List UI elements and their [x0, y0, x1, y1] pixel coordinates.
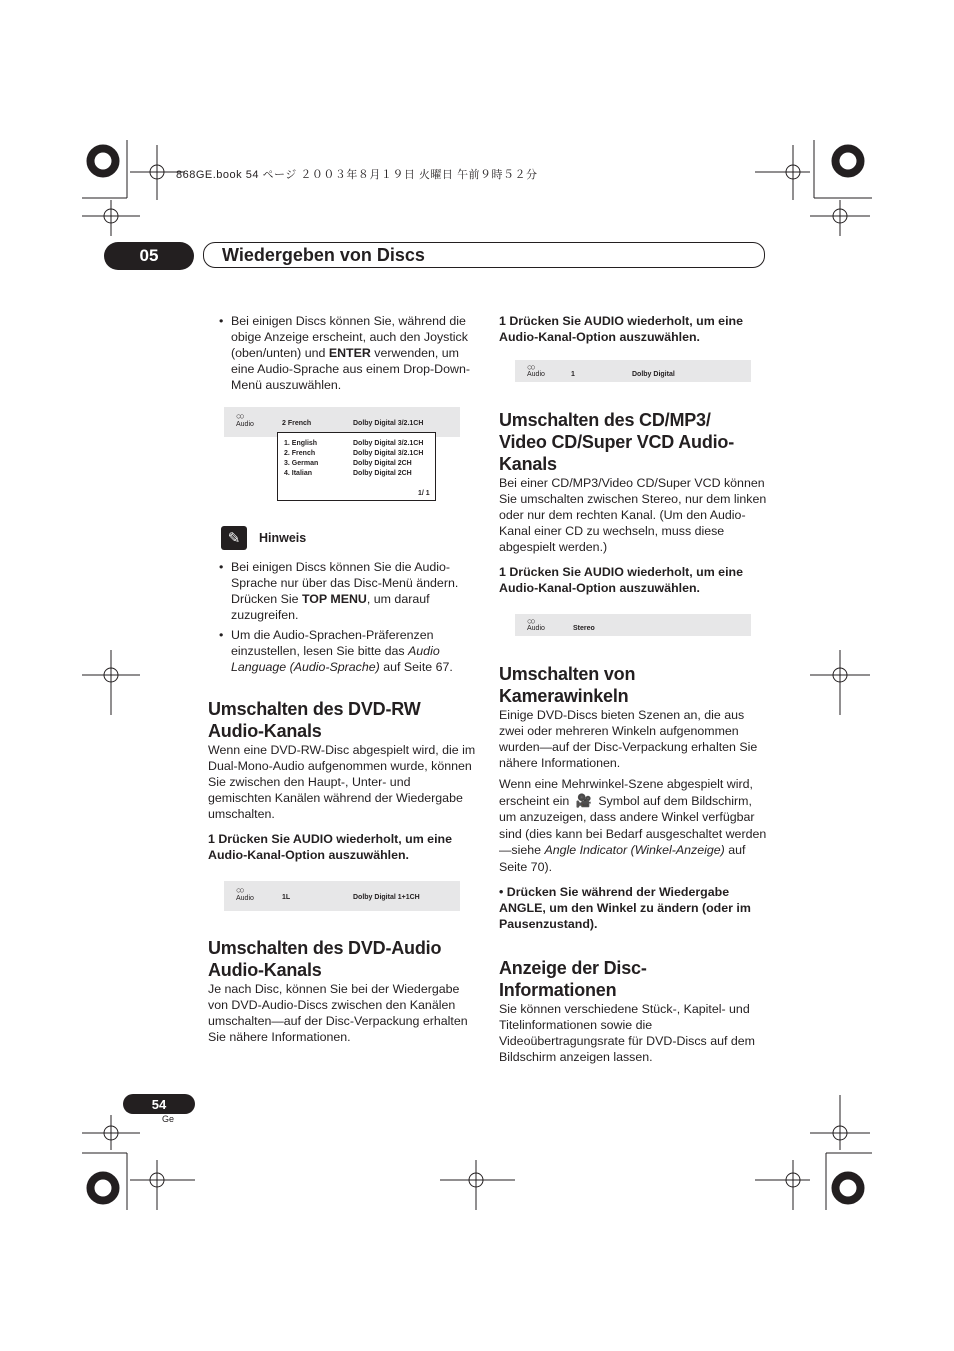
audio-disc-icon: ○○	[527, 362, 534, 372]
page-number: 54	[123, 1094, 195, 1114]
page-language: Ge	[162, 1114, 175, 1124]
osd-dvdrw-audio: ○○ Audio 1L Dolby Digital 1+1CH	[224, 881, 460, 911]
osd-audio-language: ○○ Audio 2 French Dolby Digital 3/2.1CH	[224, 407, 460, 437]
right-step-1: 1 Drücken Sie AUDIO wiederholt, um eine Audio-Kanal-Option auszuwählen.	[499, 314, 743, 344]
section-camera: Umschalten von Kamerawinkeln Einige DVD-Discs bieten Szenen an, die aus zwei oder mehreren Winkeln aufgenommen wurden—auf der Disc-Verpackung erhalten Sie nähere Informationen. Wenn eine Mehrwinkel-Szene abgespielt wird, erscheint ein 🎥 Symbol auf dem Bildschirm, um anzuzeigen, dass andere Winkel verfügbar sind (dies kann bei Bedarf ausgeschaltet werden—siehe Angle Indicator (Winkel-Anzeige) auf Seite 70). • Drücken Sie während der Wiedergabe ANGLE, um den Winkel zu ändern (oder im Pausenzustand).	[499, 664, 767, 931]
section-cd: Umschalten des CD/MP3/ Video CD/Super VCD Audio-Kanals Bei einer CD/MP3/Video CD/Super VCD können Sie umschalten zwischen Stereo, nur dem linken oder nur dem rechten Kanal. (Um den Audio-Kanal einer CD zu wechseln, muss diese abgespielt werden.) 1 Drücken Sie AUDIO wiederholt, um eine Audio-Kanal-Option auszuwählen.	[499, 410, 767, 595]
note-pencil-icon: ✎	[221, 526, 247, 550]
chapter-number-badge: 05	[104, 242, 194, 270]
section-info: Anzeige der Disc-Informationen Sie können verschiedene Stück-, Kapitel- und Titelinformationen sowie die Videoübertragungsrate für DVD-Discs auf dem Bildschirm anzeigen lassen.	[499, 958, 755, 1064]
heading-info: Anzeige der Disc-Informationen	[499, 958, 647, 1000]
note-title: Hinweis	[259, 531, 307, 545]
section-dvdrw: Umschalten des DVD-RW Audio-Kanals Wenn eine DVD-RW-Disc abgespielt wird, die im Dual-Mono-Audio aufgenommen wurde, können Sie zwischen den Haupt-, Unter- und gemischten Kanälen während der Wiedergabe umschalten. 1 Drücken Sie AUDIO wiederholt, um eine Audio-Kanal-Option auszuwählen.	[208, 699, 476, 862]
camera-angle-icon: 🎥	[575, 792, 592, 808]
heading-dvdrw: Umschalten des DVD-RW Audio-Kanals	[208, 699, 421, 741]
osd-right-audio: ○○ Audio 1 Dolby Digital	[515, 360, 751, 382]
audio-disc-icon: ○○	[236, 411, 243, 421]
chapter-title: Wiedergeben von Discs	[203, 242, 765, 268]
print-header-line: 868GE.book 54 ページ ２００３年８月１９日 火曜日 午前９時５２分	[176, 169, 538, 181]
audio-disc-icon: ○○	[527, 616, 534, 626]
osd-cd-audio: ○○ Audio Stereo	[515, 614, 751, 636]
audio-language-dropdown[interactable]: 1. English Dolby Digital 3/2.1CH 2. French Dolby Digital 3/2.1CH 3. German Dolby Digital 2CH 4. Italian Dolby Digital 2CH 1/ 1	[277, 432, 436, 501]
left-bullet-1: • Bei einigen Discs können Sie, während die obige Anzeige erscheint, auch den Joystick (oben/unten) und ENTER verwenden, um eine Audio-Sprache aus einem Drop-Down-Menü auszuwählen.	[208, 313, 470, 393]
heading-cd: Umschalten des CD/MP3/ Video CD/Super VCD Audio-Kanals	[499, 410, 735, 474]
audio-disc-icon: ○○	[236, 885, 243, 895]
note-bullets: • Bei einigen Discs können Sie die Audio-Sprache nur über das Disc-Menü ändern. Drücken Sie TOP MENU, um darauf zuzugreifen. • Um die Audio-Sprachen-Präferenzen einzustellen, lesen Sie bitte das Audio Language (Audio-Sprache) auf Seite 67.	[208, 559, 474, 675]
heading-dvdaudio: Umschalten des DVD-Audio Audio-Kanals	[208, 938, 442, 980]
section-dvdaudio: Umschalten des DVD-Audio Audio-Kanals Je nach Disc, können Sie bei der Wiedergabe von DVD-Audio-Discs zwischen den Kanälen umschalten—auf der Disc-Verpackung erhalten Sie nähere Informationen.	[208, 938, 468, 1044]
heading-camera: Umschalten von Kamerawinkeln	[499, 664, 636, 706]
